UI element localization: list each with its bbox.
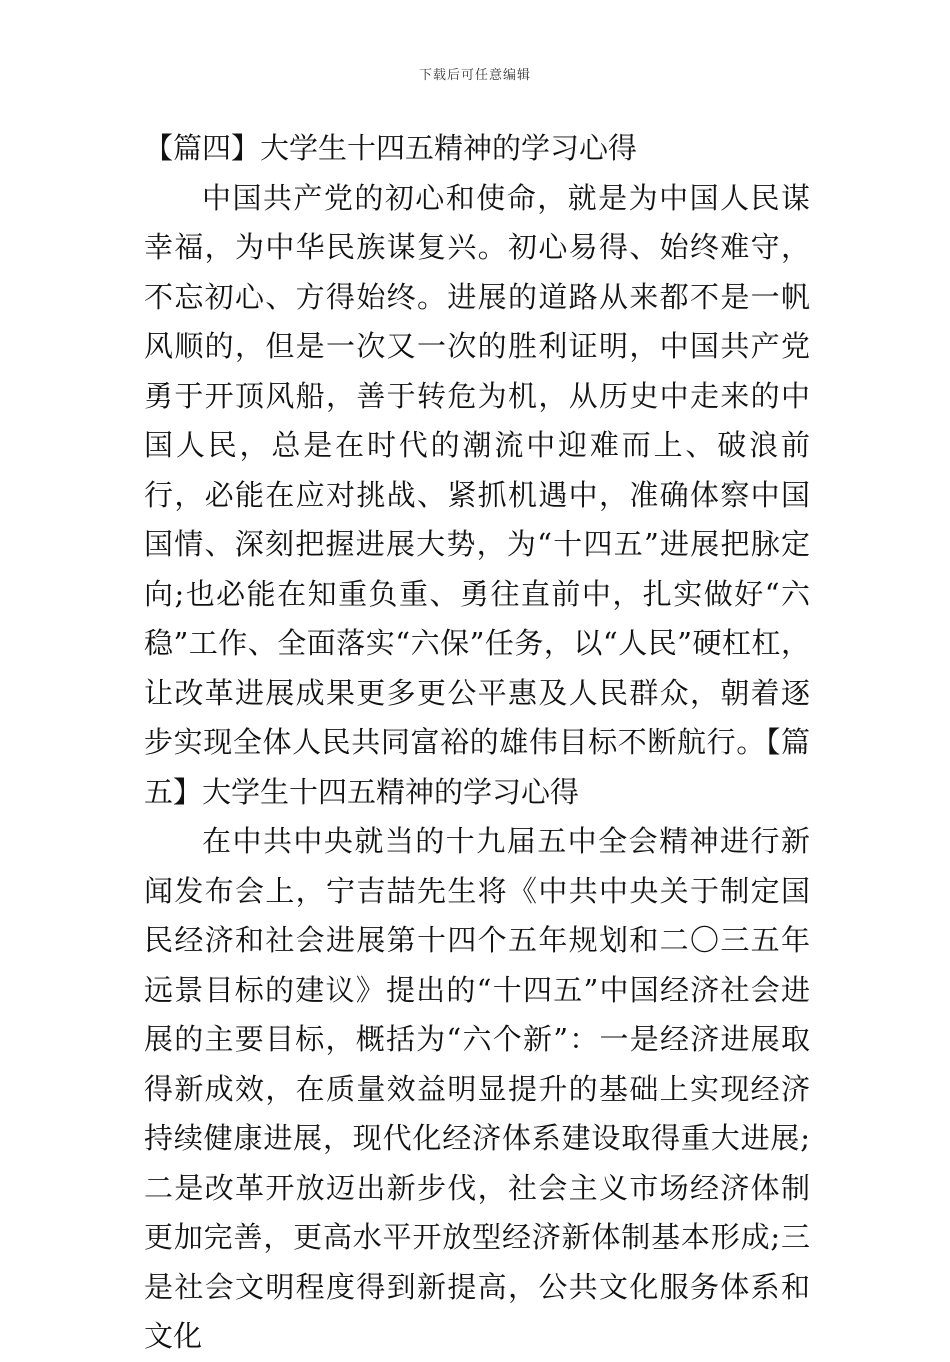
paragraph-2: 在中共中央就当的十九届五中全会精神进行新闻发布会上，宁吉喆先生将《中共中央关于制定国民经济和社会进展第十四个五年规划和二〇三五年远景目标的建议》提出的“十四五”中国经济社会进展的主要目标，概括为“六个新”：一是经济进展取得新成效，在质量效益明显提升的基础上实现经济持续健康进展，现代化经济体系建设取得重大进展;二是改革开放迈出新步伐，社会主义市场经济体制更加完善，更高水平开放型经济新体制基本形成;三是社会文明程度得到新提高，公共文化服务体系和文化 — [144, 824, 810, 1353]
section-title: 【篇四】大学生十四五精神的学习心得 — [144, 131, 638, 165]
page-header: 下载后可任意编辑 — [418, 68, 531, 83]
paragraph-1: 中国共产党的初心和使命，就是为中国人民谋幸福，为中华民族谋复兴。初心易得、始终难守，不忘初心、方得始终。进展的道路从来都不是一帆风顺的，但是一次又一次的胜利证明，中国共产党勇于开顶风船，善于转危为机，从历史中走来的中国人民，总是在时代的潮流中迎难而上、破浪前行，必能在应对挑战、紧抓机遇中，准确体察中国国情、深刻把握进展大势，为“十四五”进展把脉定向;也必能在知重负重、勇往直前中，扎实做好“六稳”工作、全面落实“六保”任务，以“人民”硬杠杠，让改革进展成果更多更公平惠及人民群众，朝着逐步实现全体人民共同富裕的雄伟目标不断航行。【篇五】大学生十四五精神的学习心得 — [144, 180, 810, 809]
document-body — [144, 124, 810, 1362]
